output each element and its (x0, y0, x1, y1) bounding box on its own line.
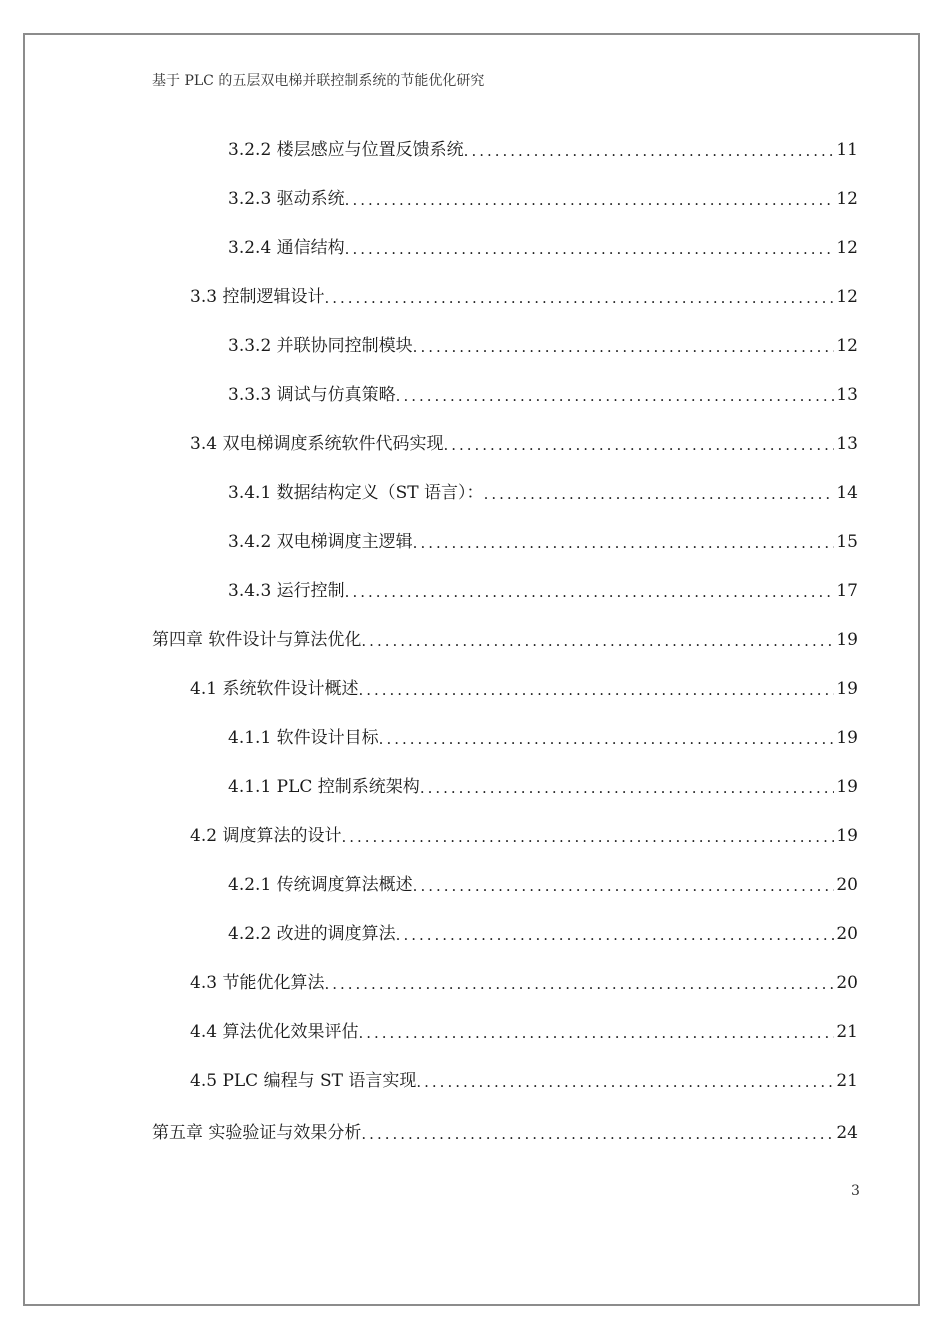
toc-entry-label: 3.4.2 双电梯调度主逻辑 (228, 532, 413, 552)
toc-dot-leader (345, 581, 835, 603)
toc-dot-leader (464, 140, 835, 162)
toc-entry-page: 21 (836, 1071, 858, 1091)
toc-entry-page: 12 (836, 238, 858, 258)
toc-dot-leader (396, 385, 835, 407)
toc-entry-label: 第四章 软件设计与算法优化 (152, 630, 362, 650)
toc-entry-page: 13 (836, 434, 858, 454)
toc-dot-leader (413, 875, 835, 897)
toc-dot-leader (416, 1071, 834, 1093)
toc-entry[interactable] (228, 530, 858, 554)
toc-entry[interactable] (228, 579, 858, 603)
toc-dot-leader (361, 630, 834, 652)
toc-entry-label: 4.2.1 传统调度算法概述 (228, 875, 413, 895)
toc-entry-page: 11 (836, 140, 858, 160)
toc-entry-page: 12 (836, 189, 858, 209)
toc-entry[interactable] (228, 726, 858, 750)
toc-entry-page: 24 (836, 1123, 858, 1143)
toc-dot-leader (443, 434, 834, 456)
toc-entry-page: 19 (836, 630, 858, 650)
toc-entry[interactable] (190, 1069, 858, 1093)
toc-dot-leader (396, 924, 835, 946)
toc-entry[interactable] (228, 481, 858, 505)
toc-entry[interactable] (228, 775, 858, 799)
toc-dot-leader (324, 973, 834, 995)
toc-entry-page: 15 (836, 532, 858, 552)
toc-entry-label: 4.2 调度算法的设计 (190, 826, 342, 846)
toc-entry-page: 14 (836, 483, 858, 503)
toc-entry-label: 3.2.4 通信结构 (228, 238, 345, 258)
toc-entry-label: 4.4 算法优化效果评估 (190, 1022, 359, 1042)
toc-entry-label: 4.1.1 软件设计目标 (228, 728, 379, 748)
toc-entry[interactable] (228, 922, 858, 946)
toc-entry-label: 4.3 节能优化算法 (190, 973, 325, 993)
toc-entry-label: 第五章 实验验证与效果分析 (152, 1123, 362, 1143)
toc-entry-label: 3.3.3 调试与仿真策略 (228, 385, 396, 405)
toc-entry-page: 20 (836, 875, 858, 895)
toc-entry-page: 19 (836, 728, 858, 748)
toc-dot-leader (484, 483, 835, 505)
toc-entry-label: 3.4 双电梯调度系统软件代码实现 (190, 434, 444, 454)
toc-dot-leader (358, 1022, 834, 1044)
toc-entry-page: 12 (836, 287, 858, 307)
toc-dot-leader (413, 336, 835, 358)
toc-entry-page: 19 (836, 777, 858, 797)
toc-dot-leader (413, 532, 835, 554)
toc-dot-leader (324, 287, 834, 309)
toc-entry-label: 4.2.2 改进的调度算法 (228, 924, 396, 944)
toc-entry[interactable] (190, 824, 858, 848)
toc-entry-page: 21 (836, 1022, 858, 1042)
toc-entry-page: 13 (836, 385, 858, 405)
toc-entry-label: 4.1.1 PLC 控制系统架构 (228, 777, 420, 797)
toc-entry[interactable] (190, 285, 858, 309)
toc-entry-page: 20 (836, 924, 858, 944)
toc-entry[interactable] (190, 971, 858, 995)
toc-dot-leader (341, 826, 834, 848)
toc-entry[interactable] (228, 334, 858, 358)
toc-entry-page: 19 (836, 679, 858, 699)
toc-entry[interactable] (228, 236, 858, 260)
toc-entry[interactable] (190, 1020, 858, 1044)
toc-entry-page: 17 (836, 581, 858, 601)
toc-dot-leader (379, 728, 835, 750)
toc-entry-label: 3.2.2 楼层感应与位置反馈系统 (228, 140, 464, 160)
toc-entry-label: 4.5 PLC 编程与 ST 语言实现 (190, 1071, 417, 1091)
toc-dot-leader (358, 679, 834, 701)
toc-entry[interactable] (228, 187, 858, 211)
toc-entry-label: 3.3 控制逻辑设计 (190, 287, 325, 307)
page-number: 3 (851, 1183, 860, 1199)
toc-entry-label: 3.4.3 运行控制 (228, 581, 345, 601)
toc-entry[interactable] (190, 432, 858, 456)
toc-dot-leader (345, 238, 835, 260)
toc-dot-leader (361, 1123, 834, 1145)
toc-entry[interactable] (152, 628, 858, 652)
running-header: 基于 PLC 的五层双电梯并联控制系统的节能优化研究 (152, 73, 485, 89)
toc-entry-page: 19 (836, 826, 858, 846)
toc-dot-leader (420, 777, 835, 799)
toc-entry-label: 3.3.2 并联协同控制模块 (228, 336, 413, 356)
toc-dot-leader (345, 189, 835, 211)
toc-entry-label: 4.1 系统软件设计概述 (190, 679, 359, 699)
toc-entry-label: 3.4.1 数据结构定义（ST 语言）： (228, 483, 484, 503)
toc-entry[interactable] (152, 1121, 858, 1145)
toc-entry[interactable] (228, 873, 858, 897)
toc-entry[interactable] (190, 677, 858, 701)
page-border (23, 33, 920, 1306)
toc-entry[interactable] (228, 383, 858, 407)
toc-entry-page: 12 (836, 336, 858, 356)
toc-entry-page: 20 (836, 973, 858, 993)
toc-entry-label: 3.2.3 驱动系统 (228, 189, 345, 209)
toc-entry[interactable] (228, 138, 858, 162)
